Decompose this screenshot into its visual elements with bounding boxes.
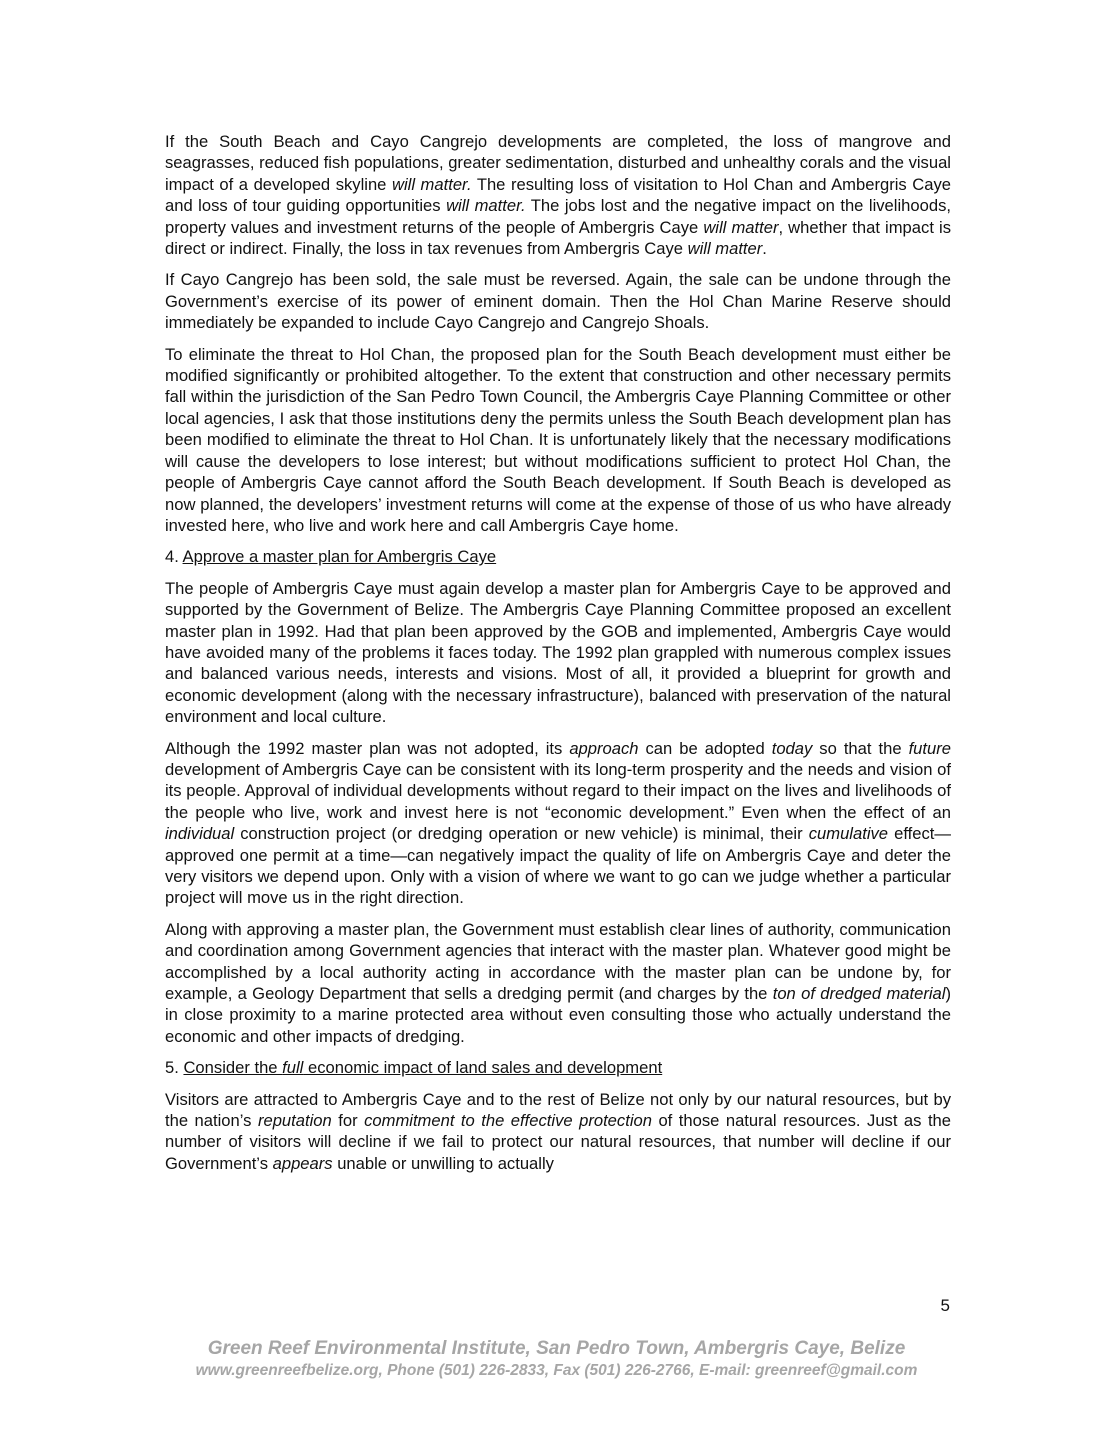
text-run: for: [331, 1111, 365, 1131]
emphasis: full: [282, 1058, 304, 1078]
text-run: unable or unwilling to actually: [332, 1153, 554, 1173]
text-run: so that the: [812, 738, 909, 758]
text-run: ) in close proximity to a marine protected area without even consulting those who actually understand the economic and other impacts of dredging.: [165, 984, 952, 1046]
text-run: , whether that impact is direct or indirect. Finally, the loss in tax revenues from Ambergris Caye: [165, 217, 951, 259]
emphasis: will matter: [687, 239, 763, 259]
paragraph-cayo-cangrejo: If Cayo Cangrejo has been sold, the sale must be reversed. Again, the sale can be undone through the Government’s exercise of its power of eminent domain. Then the Hol Chan Marine Reserve should immediately be expanded to include Cayo Cangrejo and Cangrejo Shoals.: [165, 270, 951, 333]
paragraph-master-plan: The people of Ambergris Caye must again develop a master plan for Ambergris Caye to be approved and supported by the Government of Belize. The Ambergris Caye Planning Committee proposed an excellent master plan in 1992. Had that plan been approved by the GOB and implemented, Ambergris Caye would have avoided many of the problems it faces today. The 1992 plan grappled with numerous complex issues and balanced various needs, interests and visions. Most of all, it provided a blueprint for growth and economic development (along with the necessary infrastructure), balanced with preservation of the natural environment and local culture.: [165, 578, 951, 727]
section-title: [183, 1058, 662, 1077]
paragraph-matter: [165, 131, 951, 259]
paragraph-authority: [165, 919, 951, 1047]
footer-contact: www.greenreefbelize.org, Phone (501) 226-2833, Fax (501) 226-2766, E-mail: greenreef@gmail.com: [195, 1362, 918, 1379]
section-title: Approve a master plan for Ambergris Caye: [182, 547, 497, 567]
text-run: effect—approved one permit at a time—can negatively impact the quality of life on Ambergris Caye and deter the very visitors we depend upon. Only with a vision of where we want to go can we judge whether a particular project will move us in the right direction.: [165, 824, 951, 908]
emphasis: will matter.: [446, 196, 526, 216]
paragraph-visitors: [165, 1089, 951, 1175]
section-heading-5: [165, 1057, 951, 1078]
section-number: 5.: [165, 1058, 184, 1078]
paragraph-hol-chan-threat: To eliminate the threat to Hol Chan, the proposed plan for the South Beach development must either be modified significantly or prohibited altogether. To the extent that construction and other necessary permits fall within the jurisdiction of the San Pedro Town Council, the Ambergris Caye Planning Committee or other local agencies, I ask that those institutions deny the permits unless the South Beach development plan has been modified to eliminate the threat to Hol Chan. It is unfortunately likely that the necessary modifications will cause the developers to lose interest; but without modifications sufficient to protect Hol Chan, the people of Ambergris Caye cannot afford the South Beach development. If South Beach is developed as now planned, the developers’ investment returns will come at the expense of those of us who have already invested here, who live and work here and call Ambergris Caye home.: [165, 344, 951, 535]
text-run: Although the 1992 master plan was not adopted, its: [165, 738, 570, 758]
emphasis: will matter.: [391, 174, 472, 194]
text-run: of those natural resources. Just as the number of visitors will decline if we fail to protect our natural resources, that number will decline if our Government’s: [165, 1111, 952, 1173]
text-run: If the South Beach and Cayo Cangrejo developments are completed, the loss of mangrove and seagrasses, reduced fish populations, greater sedimentation, disturbed and unhealthy corals and the visual impact of a developed skyline: [165, 132, 951, 194]
emphasis: will matter: [703, 217, 779, 237]
text-run: construction project (or dredging operation or new vehicle) is minimal, their: [234, 824, 809, 844]
emphasis: individual: [165, 824, 235, 844]
text-run: The resulting loss of visitation to Hol Chan and Ambergris Caye and loss of tour guiding opportunities: [165, 174, 951, 216]
emphasis: appears: [272, 1153, 333, 1173]
footer-organization: Green Reef Environmental Institute, San Pedro Town, Ambergris Caye, Belize: [207, 1338, 906, 1359]
text-run: can be adopted: [638, 738, 772, 758]
text-run: Visitors are attracted to Ambergris Caye and to the rest of Belize not only by our natural resources, but by the nation’s: [165, 1089, 951, 1131]
emphasis: approach: [569, 738, 639, 758]
text-run: .: [762, 239, 767, 259]
emphasis: commitment to the effective protection: [364, 1111, 652, 1131]
emphasis: future: [908, 738, 951, 758]
paragraph-approach: [165, 738, 951, 909]
text-run: Consider the: [183, 1058, 283, 1078]
section-heading-4: [165, 546, 951, 567]
emphasis: ton of dredged material: [772, 984, 946, 1004]
emphasis: cumulative: [808, 824, 889, 844]
document-body: [165, 131, 951, 1184]
section-number: 4.: [165, 547, 183, 567]
text-run: economic impact of land sales and development: [303, 1058, 663, 1078]
emphasis: reputation: [257, 1111, 332, 1131]
text-run: The jobs lost and the negative impact on the livelihoods, property values and investment returns of the people of Ambergris Caye: [165, 196, 951, 237]
emphasis: today: [771, 738, 813, 758]
text-run: development of Ambergris Caye can be consistent with its long-term prosperity and the needs and vision of its people. Approval of individual developments without regard to their impact on the lives and livelihoods of the people who live, work and invest here is not “economic development.” Even when the effect of an: [165, 759, 951, 822]
page-number: 5: [940, 1296, 950, 1315]
text-run: Along with approving a master plan, the Government must establish clear lines of authority, communication and coordination among Government agencies that interact with the master plan. Whatever good might be accomplished by a local authority acting in accordance with the master plan can be undone by, for example, a Geology Department that sells a dredging permit (and charges by the: [165, 919, 951, 1004]
